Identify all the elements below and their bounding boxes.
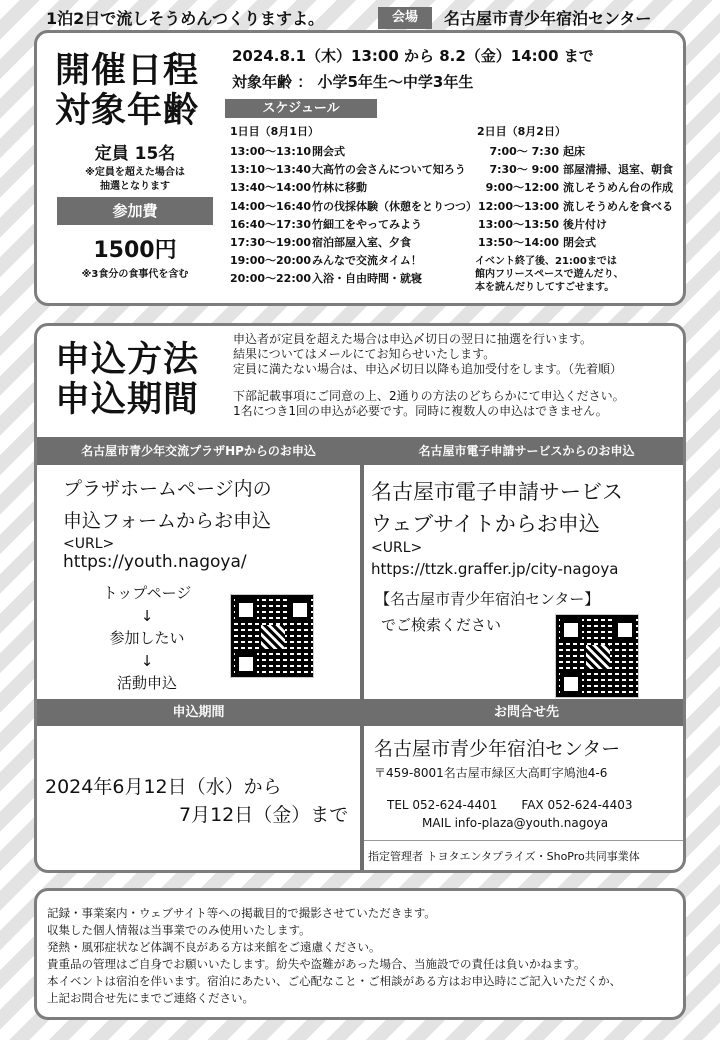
event-date: 2024.8.1（木）13:00 から 8.2（金）14:00 まで <box>232 47 594 65</box>
e-line-1: 名古屋市電子申請サービス <box>371 480 623 504</box>
schedule-row: 14:00～16:40竹の伐採体験（休憩をとりつつ） <box>230 199 477 213</box>
hp-line-2: 申込フォームからお申込 <box>63 510 272 532</box>
e-qr-code[interactable] <box>555 614 639 698</box>
heading-period: 申込期間 <box>55 380 200 420</box>
hp-line-1: プラザホームページ内の <box>63 478 272 500</box>
notes-section <box>34 888 686 1020</box>
capacity: 定員 15名 <box>94 144 176 164</box>
application-section <box>34 323 686 873</box>
e-url[interactable]: https://ttzk.graffer.jp/city-nagoya <box>371 560 619 578</box>
contact-tel: TEL 052-624-4401 FAX 052-624-4403 <box>387 798 633 812</box>
schedule-row: 20:00～22:00入浴・自由時間・就寝 <box>230 272 422 286</box>
e-url-label: <URL> <box>371 540 423 556</box>
e-search: 【名古屋市青少年宿泊センター】 <box>375 590 600 608</box>
venue-name: 名古屋市青少年宿泊センター <box>444 9 652 28</box>
day2-title: 2日目（8月2日） <box>477 125 566 138</box>
contact-name: 名古屋市青少年宿泊センター <box>374 738 621 760</box>
day2-schedule <box>475 143 673 252</box>
period-line-1: 2024年6月12日（水）から <box>45 776 282 798</box>
event-age: 対象年齢 ： 小学5年生～中学3年生 <box>232 73 474 91</box>
contact-address: 〒459-8001名古屋市緑区大高町字鳩池4-6 <box>374 766 608 780</box>
e-method-header: 名古屋市電子申請サービスからのお申込 <box>364 437 686 465</box>
capacity-note-2: 抽選となります <box>100 181 170 192</box>
day1-title: 1日目（8月1日） <box>230 125 319 138</box>
day1-schedule <box>230 143 477 289</box>
schedule-row: 16:40～17:30竹細工をやってみよう <box>230 217 422 231</box>
schedule-label: スケジュール <box>225 99 377 118</box>
application-notes: 申込者が定員を超えた場合は申込〆切日の翌日に抽選を行います。 結果についてはメールにてお知らせいたします。 定員に満たない場合は、申込〆切日以降も追加受付をします。（先着順） 下部記載事項にご同意の上、2通りの方法のどちらかにて申込ください。 1名につき1回の申込が必要です。同時に複数人の申込はできません。 <box>233 332 625 418</box>
hp-url-label: <URL> <box>63 536 115 552</box>
tagline: 1泊2日で流しそうめんつくりますよ。 <box>46 9 324 28</box>
fee-amount: 1500円 <box>93 238 177 263</box>
hp-qr-code[interactable] <box>230 594 314 678</box>
schedule-row: 12:00～13:00 流しそうめんを食べる <box>477 199 673 213</box>
event-section <box>34 30 686 306</box>
schedule-row: 7:30～ 9:00 部屋清掃、退室、朝食 <box>489 163 673 177</box>
schedule-row: 9:00～12:00 流しそうめん台の作成 <box>485 181 673 195</box>
divider <box>360 437 364 873</box>
capacity-note-1: ※定員を超えた場合は <box>85 167 185 178</box>
schedule-row: 7:00～ 7:30 起床 <box>489 145 585 158</box>
hp-url[interactable]: https://youth.nagoya/ <box>63 552 247 572</box>
after-event-note: イベント終了後、21:00までは 館内フリースペースで遊んだり、 本を読んだりしてすごせます。 <box>475 256 624 293</box>
contact-manager: 指定管理者 トヨタエンタプライズ・ShoPro共同事業体 <box>368 850 640 863</box>
heading-age: 対象年齢 <box>55 91 200 131</box>
period-header: 申込期間 <box>37 699 360 726</box>
hp-steps: トップページ ↓ 参加したい ↓ 活動申込 <box>102 584 192 692</box>
schedule-row: 13:10～13:40大高竹の会さんについて知ろう <box>230 163 466 177</box>
contact-header: お問合せ先 <box>364 699 686 726</box>
schedule-row: 13:00～13:10開会式 <box>230 145 345 158</box>
fee-label: 参加費 <box>57 197 213 225</box>
schedule-row: 19:00～20:00みんなで交流タイム！ <box>230 254 422 268</box>
heading-method: 申込方法 <box>55 340 200 380</box>
contact-mail[interactable]: MAIL info-plaza@youth.nagoya <box>422 816 609 830</box>
hp-method-header: 名古屋市青少年交流プラザHPからのお申込 <box>37 437 360 465</box>
footer-notes: 記録・事業案内・ウェブサイト等への掲載目的で撮影させていただきます。 収集した個人情報は当事業でのみ使用いたします。 発熱・風邪症状など体調不良がある方は来館をご遠慮ください。 貴重品の管理はご自身でお願いいたします。紛失や盗難があった場合、当施設での責任は負いかねます。 本イベントは宿泊を伴います。宿泊にあたい、ご心配なこと・ご相談がある方はお申込時にご記入いただくか、 上記お問合せ先にまでご連絡ください。 <box>47 906 622 1005</box>
venue-label: 会場 <box>378 7 432 29</box>
heading-schedule: 開催日程 <box>55 51 200 91</box>
e-line-2: ウェブサイトからお申込 <box>371 512 600 536</box>
e-search-2: でご検索ください <box>381 616 502 634</box>
contact-divider <box>364 840 686 841</box>
schedule-row: 17:30～19:00宿泊部屋入室、夕食 <box>230 235 411 249</box>
schedule-row: 13:00～13:50 後片付け <box>477 217 607 231</box>
schedule-row: 13:40～14:00竹林に移動 <box>230 181 367 195</box>
schedule-row: 13:50～14:00 閉会式 <box>477 235 596 249</box>
period-line-2: 7月12日（金）まで <box>179 804 349 826</box>
fee-note: ※3食分の食事代を含む <box>81 269 189 280</box>
